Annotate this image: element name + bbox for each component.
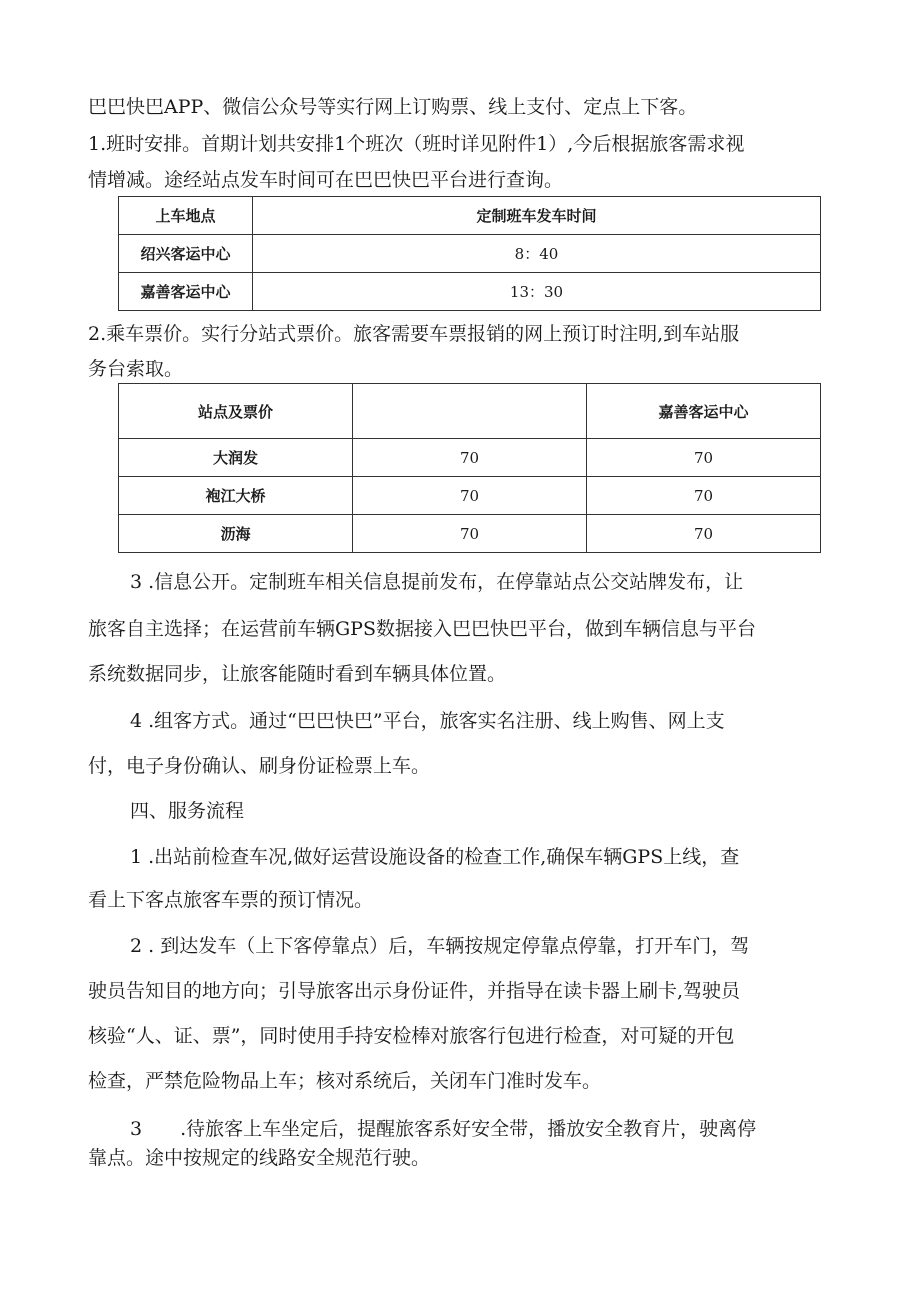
price-station: 大润发	[119, 439, 353, 477]
price-value: 70	[353, 439, 587, 477]
table-row	[119, 235, 821, 273]
step2-line2: 驶员告知目的地方向；引导旅客出示身份证件，并指导在读卡器上刷卡,驾驶员	[88, 980, 741, 1002]
step3-line2: 靠点。途中按规定的线路安全规范行驶。	[88, 1147, 431, 1169]
section1-line2: 情增减。途经站点发车时间可在巴巴快巴平台进行查询。	[88, 169, 564, 191]
schedule-location: 嘉善客运中心	[119, 273, 253, 311]
price-header-blank	[353, 384, 587, 439]
section2-line1: 2.乘车票价。实行分站式票价。旅客需要车票报销的网上预订时注明,到车站服	[88, 323, 740, 345]
schedule-header-time: 定制班车发车时间	[253, 197, 821, 235]
table-row	[119, 477, 821, 515]
price-header-destination: 嘉善客运中心	[587, 384, 821, 439]
price-table	[118, 383, 821, 553]
schedule-time: 8：40	[253, 235, 821, 273]
p3-line3: 系统数据同步，让旅客能随时看到车辆具体位置。	[88, 663, 507, 685]
schedule-header-location: 上车地点	[119, 197, 253, 235]
price-station: 袍江大桥	[119, 477, 353, 515]
schedule-table	[118, 196, 821, 311]
intro-line: 巴巴快巴APP、微信公众号等实行网上订购票、线上支付、定点上下客。	[88, 96, 698, 118]
price-station: 沥海	[119, 515, 353, 553]
price-value: 70	[587, 439, 821, 477]
p4-line1: 4 .组客方式。通过“巴巴快巴”平台，旅客实名注册、线上购售、网上支	[130, 710, 725, 732]
price-value: 70	[353, 477, 587, 515]
schedule-time: 13：30	[253, 273, 821, 311]
price-value: 70	[587, 477, 821, 515]
price-header-station: 站点及票价	[119, 384, 353, 439]
section2-line2: 务台索取。	[88, 358, 184, 380]
step2-line3: 核验“人、证、票”，同时使用手持安检棒对旅客行包进行检查，对可疑的开包	[88, 1025, 735, 1047]
price-value: 70	[587, 515, 821, 553]
p4-line2: 付，电子身份确认、刷身份证检票上车。	[88, 755, 431, 777]
step2-line4: 检查，严禁危险物品上车；核对系统后，关闭车门准时发车。	[88, 1070, 602, 1092]
p3-line2: 旅客自主选择；在运营前车辆GPS数据接入巴巴快巴平台，做到车辆信息与平台	[88, 618, 756, 640]
step3-line1: 3 .待旅客上车坐定后，提醒旅客系好安全带，播放安全教育片，驶离停	[130, 1118, 757, 1140]
table-row	[119, 515, 821, 553]
schedule-location: 绍兴客运中心	[119, 235, 253, 273]
table-row	[119, 439, 821, 477]
step2-line1: 2 . 到达发车（上下客停靠点）后，车辆按规定停靠点停靠，打开车门，驾	[130, 935, 750, 957]
price-value: 70	[353, 515, 587, 553]
section1-line1: 1.班时安排。首期计划共安排1个班次（班时详见附件1）,今后根据旅客需求视	[88, 133, 745, 155]
section-heading: 四、服务流程	[130, 800, 245, 822]
step1-line1: 1 .出站前检查车况,做好运营设施设备的检查工作,确保车辆GPS上线，查	[130, 846, 740, 868]
step1-line2: 看上下客点旅客车票的预订情况。	[88, 889, 374, 911]
p3-line1: 3 .信息公开。定制班车相关信息提前发布，在停靠站点公交站牌发布，让	[130, 571, 744, 593]
table-row	[119, 273, 821, 311]
